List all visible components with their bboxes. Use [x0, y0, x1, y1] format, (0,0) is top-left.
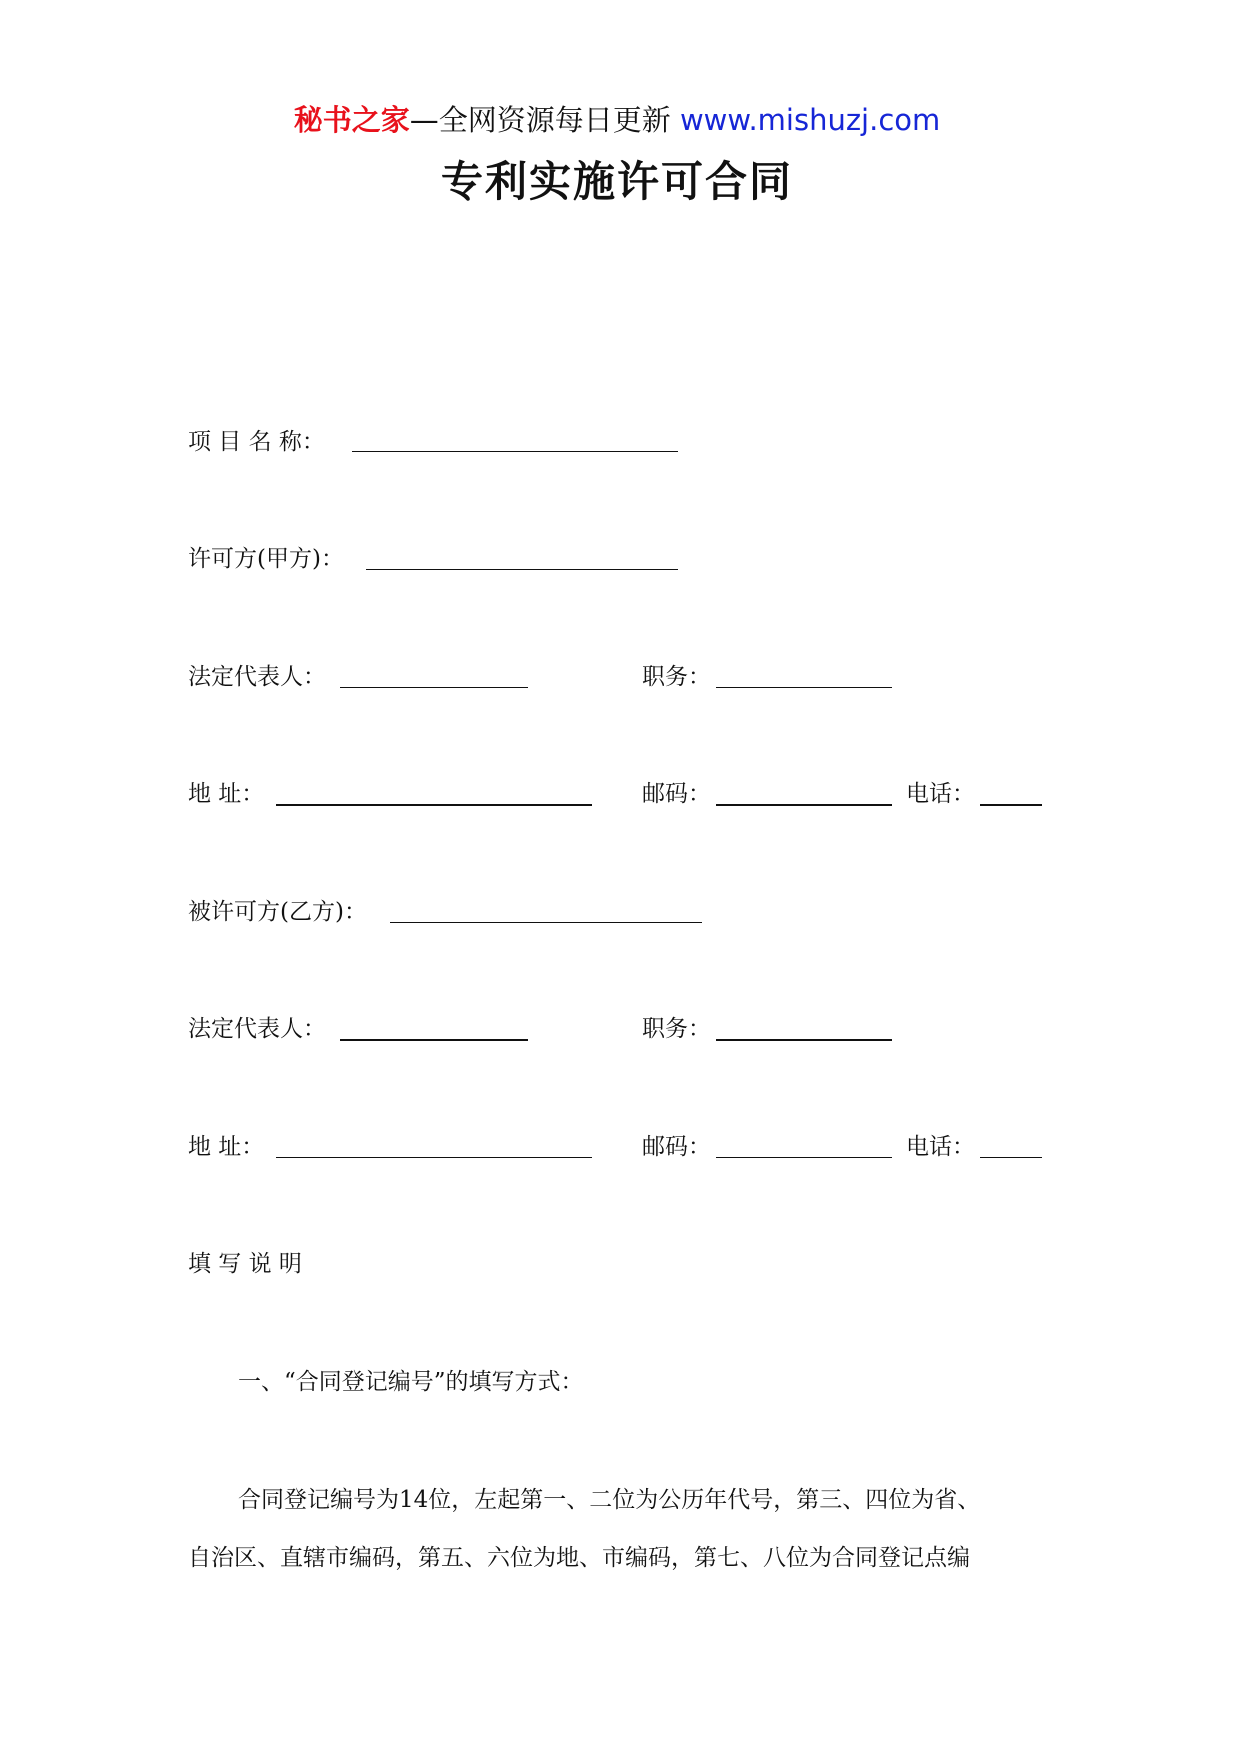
- instructions-heading: 填 写 说 明: [188, 1251, 302, 1277]
- licensee-rep-field[interactable]: [340, 1039, 528, 1041]
- licensor-address-field[interactable]: [276, 804, 592, 806]
- licensee-phone-field[interactable]: [980, 1157, 1042, 1158]
- licensee-postcode-field[interactable]: [716, 1157, 892, 1158]
- licensor-phone-label: 电话：: [906, 781, 975, 807]
- brand-name: 秘书之家: [293, 103, 410, 137]
- licensee-label: 被许可方(乙方)：: [188, 899, 367, 925]
- licensor-phone-field[interactable]: [980, 804, 1042, 806]
- licensee-phone-label: 电话：: [906, 1134, 975, 1160]
- licensee-position-field[interactable]: [716, 1039, 892, 1041]
- project-name-field[interactable]: [352, 451, 678, 452]
- tagline: —全网资源每日更新: [409, 103, 671, 137]
- licensee-address-label: 地 址：: [188, 1134, 265, 1160]
- licensor-address-label: 地 址：: [188, 781, 265, 807]
- licensor-field[interactable]: [366, 569, 678, 570]
- licensor-position-field[interactable]: [716, 687, 892, 688]
- licensor-postcode-label: 邮码：: [642, 781, 711, 807]
- licensor-rep-label: 法定代表人：: [188, 664, 326, 690]
- project-name-label: 项 目 名 称：: [188, 429, 325, 455]
- licensor-postcode-field[interactable]: [716, 804, 892, 806]
- licensee-postcode-label: 邮码：: [642, 1134, 711, 1160]
- licensor-rep-field[interactable]: [340, 687, 528, 688]
- licensee-rep-label: 法定代表人：: [188, 1016, 326, 1042]
- document-title: 专利实施许可合同: [440, 157, 793, 206]
- licensee-position-label: 职务：: [642, 1016, 711, 1042]
- licensor-label: 许可方(甲方)：: [188, 546, 344, 572]
- section-one-heading: 一、“合同登记编号”的填写方式：: [238, 1369, 584, 1395]
- licensor-position-label: 职务：: [642, 664, 711, 690]
- website-link[interactable]: www.mishuzj.com: [679, 103, 941, 137]
- licensee-address-field[interactable]: [276, 1157, 592, 1158]
- body-paragraph-line-1: 合同登记编号为14位，左起第一、二位为公历年代号，第三、四位为省、: [238, 1487, 981, 1513]
- licensee-field[interactable]: [390, 922, 702, 923]
- header-banner: [0, 100, 1234, 140]
- body-paragraph-line-2: 自治区、直辖市编码，第五、六位为地、市编码，第七、八位为合同登记点编: [188, 1545, 970, 1571]
